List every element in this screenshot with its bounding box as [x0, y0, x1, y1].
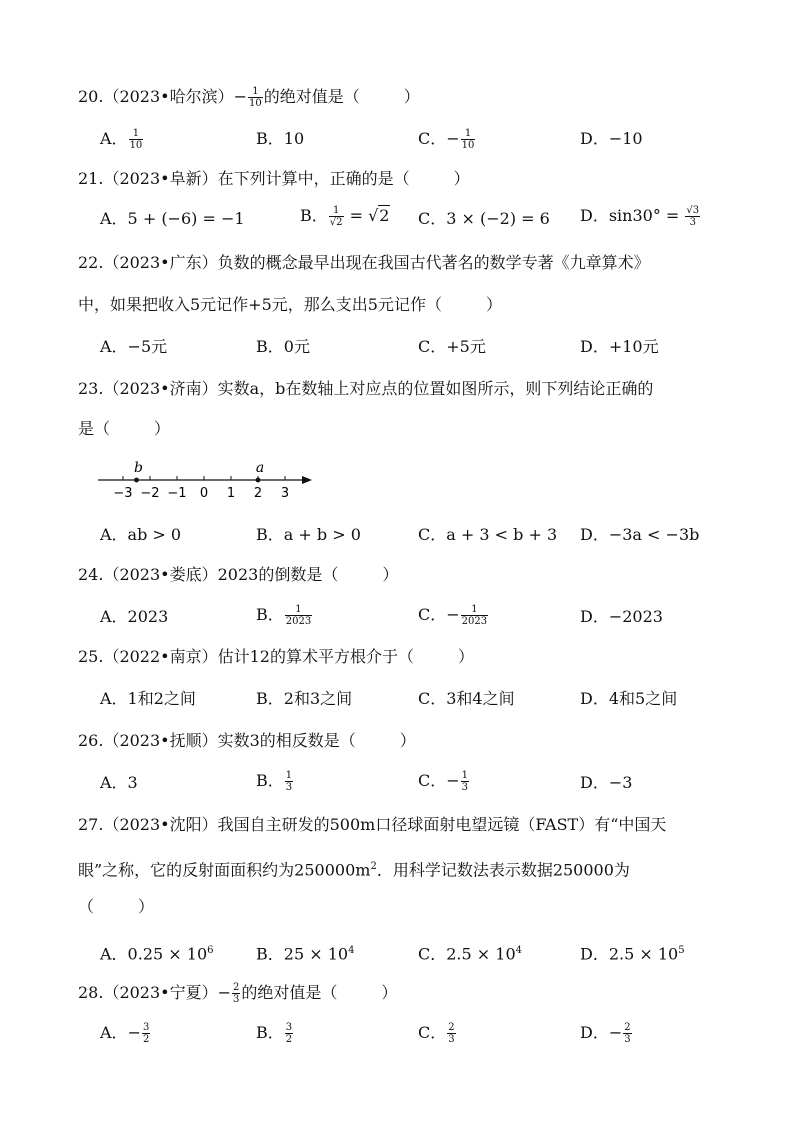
- q27-c-exp: 4: [515, 945, 523, 956]
- question-23-line2: [78, 418, 170, 440]
- number-line-tick-label: 3: [280, 486, 290, 501]
- question-25-stem: [78, 646, 474, 668]
- q24-close: ）: [382, 565, 399, 584]
- question-27-line1: 27.（2023•沈阳）我国自主研发的500m口径球面射电望远镜（FAST）有“中国天: [78, 815, 667, 834]
- q28-a-den: 2: [142, 1034, 150, 1045]
- q28-d-label: D．: [580, 1023, 609, 1042]
- q23-option-b[interactable]: B．a + b > 0: [256, 525, 361, 544]
- q23-line2-text: 是（: [78, 419, 111, 438]
- q27-d-base: D．2.5 × 10: [580, 944, 679, 964]
- q28-c-den: 3: [448, 1034, 455, 1045]
- q21-b-fraction: [329, 205, 344, 228]
- q28-option-a[interactable]: [100, 1022, 151, 1045]
- q28-d-minus: −: [608, 1023, 623, 1042]
- q26-b-fraction: [285, 770, 293, 793]
- question-26-stem: [78, 730, 416, 752]
- q26-b-den: 3: [285, 782, 293, 793]
- q28-d-den: 3: [624, 1034, 631, 1045]
- q25-option-b[interactable]: B．2和3之间: [256, 689, 353, 708]
- q21-b-den: √2: [329, 217, 343, 228]
- q21-option-d[interactable]: [580, 205, 701, 228]
- q27-line2-b: ．用科学记数法表示数据250000为: [376, 860, 630, 880]
- q21-d-num: √3: [686, 205, 700, 216]
- q28-c-label: C．: [418, 1023, 447, 1042]
- q28-d-num: 2: [624, 1022, 631, 1033]
- q24-c-den: 2023: [461, 616, 488, 627]
- q24-stem-text: 24.（2023•娄底）2023的倒数是（: [78, 565, 339, 584]
- q28-b-label: B．: [256, 1023, 284, 1042]
- q20-num: 1: [248, 86, 263, 98]
- q28-b-num: 3: [285, 1022, 293, 1033]
- number-line-points: [134, 460, 264, 482]
- q27-option-d[interactable]: [580, 940, 685, 965]
- q21-close: ）: [453, 169, 470, 188]
- q21-d-label: D．sin30° =: [580, 206, 685, 225]
- q20-c-label: C．: [418, 129, 447, 148]
- q20-a-den: 10: [129, 140, 143, 151]
- number-line-point-a: [256, 478, 261, 483]
- q26-close: ）: [399, 731, 416, 750]
- q26-stem-text: 26.（2023•抚顺）实数3的相反数是（: [78, 731, 356, 750]
- q28-c-num: 2: [448, 1022, 455, 1033]
- q28-minus: −: [217, 983, 232, 1002]
- q24-c-label: C．: [418, 605, 447, 624]
- q26-option-a[interactable]: A．3: [100, 773, 138, 792]
- q28-fraction: [232, 982, 240, 1005]
- q27-line2-a: 眼”之称，它的反射面面积约为250000m: [78, 860, 371, 880]
- q22-option-b[interactable]: B．0元: [256, 337, 310, 356]
- q21-d-fraction: [685, 205, 700, 228]
- q24-b-num: 1: [285, 604, 312, 616]
- q24-option-d[interactable]: D．−2023: [580, 607, 663, 626]
- question-20-stem: [78, 86, 420, 109]
- number-line-arrow: [302, 476, 312, 484]
- q21-b-num: 1: [329, 205, 344, 217]
- q22-option-d[interactable]: D．+10元: [580, 337, 659, 356]
- q20-option-d[interactable]: D．−10: [580, 129, 643, 148]
- q20-a-label: A．: [100, 129, 128, 148]
- q20-prefix: 20.（2023•哈尔滨）: [78, 87, 234, 106]
- number-line-point-b: [134, 478, 139, 483]
- q26-c-den: 3: [461, 782, 469, 793]
- number-line-tick-label: −2: [140, 486, 160, 501]
- q26-c-num: 1: [461, 770, 469, 781]
- question-22-line1: 22.（2023•广东）负数的概念最早出现在我国古代著名的数学专著《九章算术》: [78, 253, 650, 272]
- q24-c-fraction: [461, 604, 488, 627]
- q20-den: 10: [249, 98, 262, 109]
- q22-option-c[interactable]: C．+5元: [418, 337, 486, 356]
- q21-b-rad: 2: [379, 206, 390, 225]
- q23-option-a[interactable]: A．ab > 0: [100, 525, 182, 544]
- q27-a-exp: 6: [207, 945, 214, 956]
- question-27-line3: [78, 896, 154, 918]
- q25-option-d[interactable]: D．4和5之间: [580, 689, 678, 708]
- number-line-figure: [96, 458, 318, 504]
- q28-close: ）: [381, 983, 398, 1002]
- q21-d-den: 3: [689, 217, 696, 228]
- q22-option-a[interactable]: A．−5元: [100, 337, 168, 356]
- q24-option-b[interactable]: [256, 604, 313, 627]
- q24-c-minus: −: [446, 605, 460, 624]
- q28-b-den: 2: [285, 1034, 293, 1045]
- q25-stem-text: 25.（2022•南京）估计12的算术平方根介于（: [78, 647, 414, 666]
- q28-a-label: A．: [100, 1023, 128, 1042]
- q21-b-eq: =: [344, 206, 369, 225]
- q21-option-b[interactable]: [300, 205, 390, 228]
- q24-b-den: 2023: [285, 616, 312, 627]
- q21-option-c[interactable]: C．3 × (−2) = 6: [418, 209, 550, 228]
- q23-close: ）: [154, 419, 171, 438]
- q21-d-num-rad: 3: [692, 205, 700, 216]
- question-21-stem: [78, 168, 470, 190]
- q21-b-label: B．: [300, 206, 328, 225]
- q24-option-c[interactable]: [418, 604, 489, 627]
- q27-line3-text: （: [78, 897, 95, 916]
- q20-option-c[interactable]: [418, 128, 476, 151]
- q21-stem-text: 21.（2023•阜新）在下列计算中，正确的是（: [78, 169, 410, 188]
- q24-b-label: B．: [256, 605, 284, 624]
- q20-c-minus: −: [446, 129, 460, 148]
- q26-c-label: C．: [418, 771, 447, 790]
- q28-option-d[interactable]: [580, 1022, 633, 1045]
- q20-a-num: 1: [129, 128, 144, 140]
- number-line-tick-label: −1: [167, 486, 187, 501]
- q26-option-b[interactable]: [256, 770, 294, 793]
- number-line-tick-label: −3: [113, 486, 133, 501]
- q28-den: 3: [233, 994, 240, 1005]
- q22-close: ）: [485, 295, 502, 314]
- q27-option-b[interactable]: [256, 940, 354, 965]
- question-22-line2: [78, 294, 502, 316]
- q21-b-den-rad: 2: [336, 217, 343, 228]
- q26-b-num: 1: [285, 770, 293, 781]
- q28-d-fraction: [623, 1022, 631, 1045]
- q25-option-c[interactable]: C．3和4之间: [418, 689, 515, 708]
- q25-close: ）: [457, 647, 474, 666]
- q27-line2-sup: 2: [370, 861, 377, 872]
- q23-option-c[interactable]: C．a + 3 < b + 3: [418, 525, 558, 544]
- q28-prefix: 28.（2023•宁夏）: [78, 983, 218, 1002]
- q28-c-fraction: [447, 1022, 455, 1045]
- number-line-tick-label: 2: [253, 486, 263, 501]
- q20-option-a[interactable]: [100, 128, 144, 151]
- number-line-tick-label: 0: [199, 486, 209, 501]
- q26-option-d[interactable]: D．−3: [580, 773, 633, 792]
- q26-c-fraction: [461, 770, 469, 793]
- q20-option-b[interactable]: B．10: [256, 129, 305, 148]
- q27-option-a[interactable]: [100, 940, 214, 965]
- q28-option-b[interactable]: [256, 1022, 294, 1045]
- q26-c-minus: −: [446, 771, 460, 790]
- q20-suffix: 的绝对值是（: [263, 87, 360, 106]
- question-28-stem: [78, 982, 397, 1005]
- q26-option-c[interactable]: [418, 770, 470, 793]
- q24-c-num: 1: [461, 604, 488, 616]
- q20-fraction: [248, 86, 263, 109]
- q20-close: ）: [403, 87, 420, 106]
- q28-b-fraction: [285, 1022, 293, 1045]
- number-line-point-label-b: b: [134, 460, 143, 476]
- q28-a-num: 3: [142, 1022, 150, 1033]
- q25-option-a[interactable]: A．1和2之间: [100, 689, 196, 708]
- q21-option-a[interactable]: A．5 + (−6) = −1: [100, 209, 245, 228]
- q28-num: 2: [233, 982, 240, 993]
- q20-minus: −: [233, 87, 248, 106]
- q28-suffix: 的绝对值是（: [241, 983, 338, 1002]
- q20-a-fraction: [129, 128, 144, 151]
- q27-option-c[interactable]: [418, 940, 522, 965]
- number-line-point-label-a: a: [255, 460, 265, 476]
- q20-c-fraction: [461, 128, 476, 151]
- question-24-stem: [78, 564, 398, 586]
- q27-close: ）: [138, 897, 155, 916]
- q27-a-base: A．0.25 × 10: [100, 944, 208, 964]
- q27-d-exp: 5: [678, 945, 685, 956]
- q20-c-den: 10: [461, 140, 475, 151]
- q28-a-minus: −: [127, 1023, 141, 1042]
- q27-b-exp: 4: [348, 945, 355, 956]
- q24-option-a[interactable]: A．2023: [100, 607, 169, 626]
- q27-c-base: C．2.5 × 10: [418, 944, 516, 964]
- question-23-line1: 23.（2023•济南）实数a，b在数轴上对应点的位置如图所示，则下列结论正确的: [78, 379, 654, 398]
- q26-b-label: B．: [256, 771, 284, 790]
- q27-b-base: B．25 × 10: [256, 944, 349, 964]
- q20-c-num: 1: [461, 128, 476, 140]
- question-27-line2: [78, 856, 630, 881]
- q24-b-fraction: [285, 604, 312, 627]
- q28-option-c[interactable]: [418, 1022, 457, 1045]
- q22-line2-text: 中，如果把收入5元记作+5元，那么支出5元记作（: [78, 295, 442, 314]
- number-line-tick-label: 1: [226, 486, 236, 501]
- q21-b-sqrt: √2: [368, 206, 390, 225]
- q28-a-fraction: [142, 1022, 150, 1045]
- q23-option-d[interactable]: D．−3a < −3b: [580, 525, 700, 544]
